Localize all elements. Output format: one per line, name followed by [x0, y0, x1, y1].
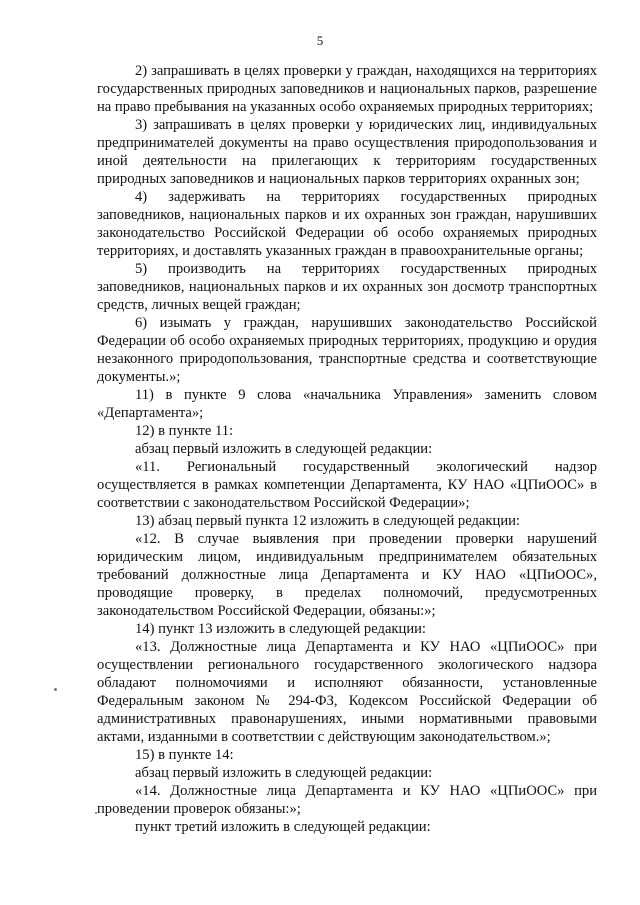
scan-dot-mark [54, 688, 57, 691]
paragraph-item-2: 2) запрашивать в целях проверки у граждан, находящихся на территориях государственных природных заповедников и национальных парков, разрешение на право пребывания на указанных особо охраняемых природных территориях; [97, 63, 597, 115]
paragraph-quote-12: «12. В случае выявления при проведении проверки нарушений юридическим лицом, индивидуальным предпринимателем обязательных требований должностные лица Департамента и КУ НАО «ЦПиООС», проводящие проверку, в пределах полномочий, предусмотренных законодательством Российской Федерации, обязаны:»; [97, 531, 597, 619]
paragraph-instruction: абзац первый изложить в следующей редакции: [135, 441, 433, 457]
paragraph-amendment-13: 13) абзац первый пункта 12 изложить в следующей редакции: [135, 513, 520, 529]
document-body [97, 62, 597, 836]
paragraph-instruction-2: абзац первый изложить в следующей редакции: [135, 765, 433, 781]
paragraph-amendment-12: 12) в пункте 11: [135, 423, 234, 439]
paragraph-instruction-3: пункт третий изложить в следующей редакции: [135, 819, 431, 835]
paragraph-amendment-15: 15) в пункте 14: [135, 747, 234, 763]
paragraph-item-5: 5) производить на территориях государственных природных заповедников, национальных парков и их охранных зон досмотр транспортных средств, личных вещей граждан; [97, 261, 597, 313]
paragraph-amendment-14: 14) пункт 13 изложить в следующей редакции: [135, 621, 426, 637]
paragraph-quote-14: «14. Должностные лица Департамента и КУ НАО «ЦПиООС» при проведении проверок обязаны:»; [97, 783, 597, 817]
paragraph-quote-11: «11. Региональный государственный экологический надзор осуществляется в рамках компетенции Департамента, КУ НАО «ЦПиООС» в соответствии с законодательством Российской Федерации»; [97, 459, 597, 511]
scan-dot-mark-2 [95, 812, 97, 814]
paragraph-quote-13: «13. Должностные лица Департамента и КУ НАО «ЦПиООС» при осуществлении регионального государственного экологического надзора обладают полномочиями и исполняют обязанности, установленные Федеральным законом № 294-ФЗ, Кодексом Российской Федерации об административных правонарушениях, иными нормативными правовыми актами, изданными в соответствии с действующим законодательством.»; [97, 639, 597, 745]
paragraph-item-6: 6) изымать у граждан, нарушивших законодательство Российской Федерации об особо охраняемых природных территориях, продукцию и орудия незаконного природопользования, транспортные средства и соответствующие документы.»; [97, 315, 597, 385]
paragraph-item-3: 3) запрашивать в целях проверки у юридических лиц, индивидуальных предпринимателей документы на право осуществления природопользования и иной деятельности на прилегающих к территориям государственных природных заповедников и национальных парков территориях охранных зон; [97, 117, 597, 187]
paragraph-amendment-11: 11) в пункте 9 слова «начальника Управления» заменить словом «Департамента»; [97, 387, 597, 421]
page-number: 5 [316, 33, 324, 48]
paragraph-item-4: 4) задерживать на территориях государственных природных заповедников, национальных парков и их охранных зон граждан, нарушивших законодательство Российской Федерации об особо охраняемых природных территориях, и доставлять указанных граждан в правоохранительные органы; [97, 189, 597, 259]
